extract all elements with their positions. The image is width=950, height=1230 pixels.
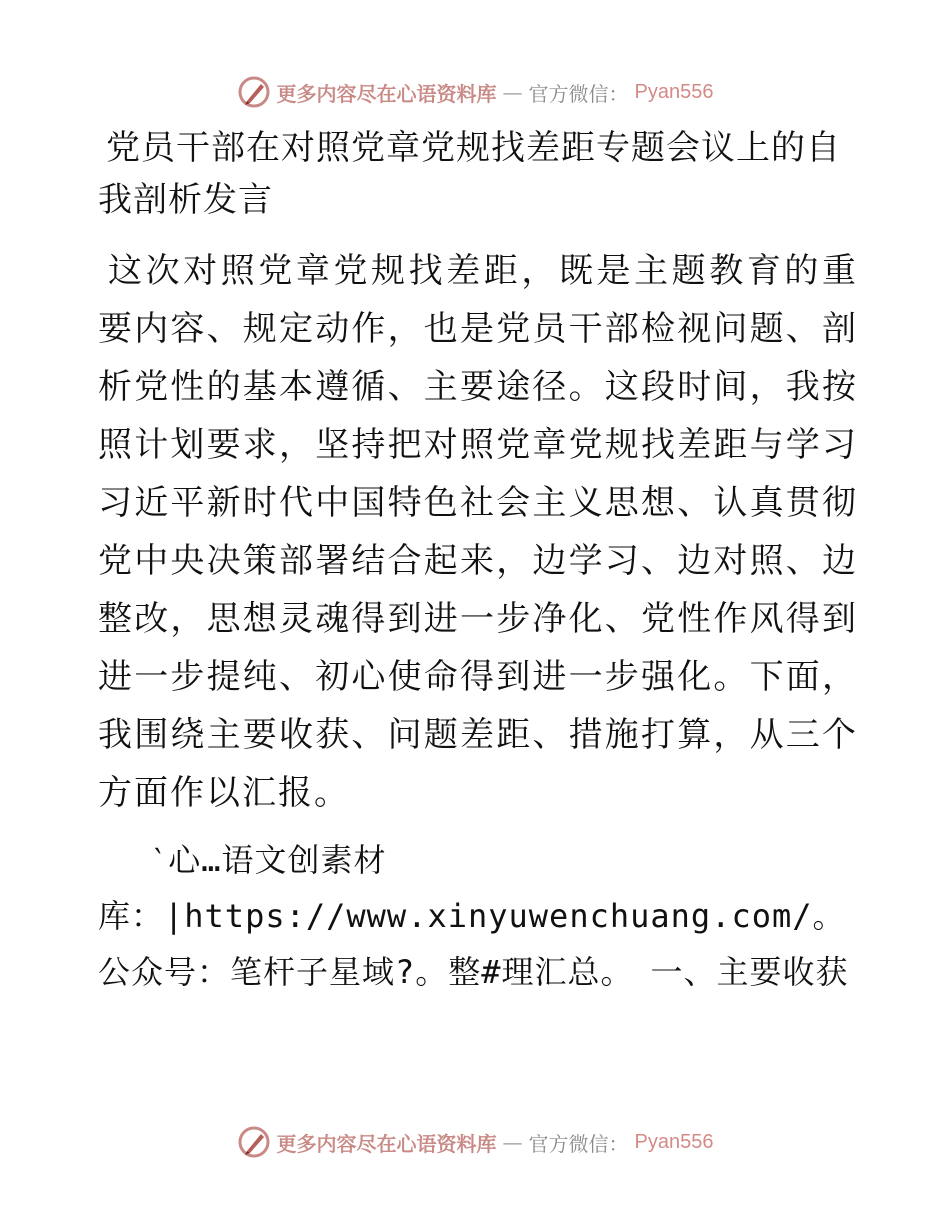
source-lead-text: ‵心…语文创素材 bbox=[148, 841, 387, 879]
banner-wechat-label: 官方微信： bbox=[528, 81, 629, 106]
footer-watermark-banner bbox=[0, 1122, 950, 1162]
banner-separator: — bbox=[502, 1130, 523, 1154]
banner-wechat-id: Pyan556 bbox=[634, 1130, 714, 1153]
footer-banner-inner bbox=[237, 1125, 714, 1159]
banner-slogan: 更多内容尽在心语资料库 bbox=[276, 1131, 497, 1156]
banner-wechat-id: Pyan556 bbox=[634, 80, 714, 103]
header-banner-inner bbox=[237, 75, 714, 109]
source-rest-text: 库：|https://www.xinyuwenchuang.com/。公众号：笔杆子星域?。整#理汇总。 一、主要收获 bbox=[98, 897, 849, 991]
banner-separator: — bbox=[502, 80, 523, 104]
banner-wechat-label: 官方微信： bbox=[528, 1131, 629, 1156]
document-title: 党员干部在对照党章党规找差距专题会议上的自我剖析发言 bbox=[98, 128, 841, 220]
paragraph-source bbox=[98, 832, 858, 1000]
header-watermark-banner bbox=[0, 72, 950, 112]
document-body bbox=[98, 122, 858, 1000]
pen-logo-icon bbox=[237, 1125, 271, 1159]
banner-slogan: 更多内容尽在心语资料库 bbox=[276, 81, 497, 106]
pen-logo-icon bbox=[237, 75, 271, 109]
paragraph-intro: 这次对照党章党规找差距，既是主题教育的重要内容、规定动作，也是党员干部检视问题、剖析党性的基本遵循、主要途径。这段时间，我按照计划要求，坚持把对照党章党规找差距与学习习近平新时代中国特色社会主义思想、认真贯彻党中央决策部署结合起来，边学习、边对照、边整改，思想灵魂得到进一步净化、党性作风得到进一步提纯、初心使命得到进一步强化。下面，我围绕主要收获、问题差距、措施打算，从三个方面作以汇报。 bbox=[98, 251, 858, 813]
